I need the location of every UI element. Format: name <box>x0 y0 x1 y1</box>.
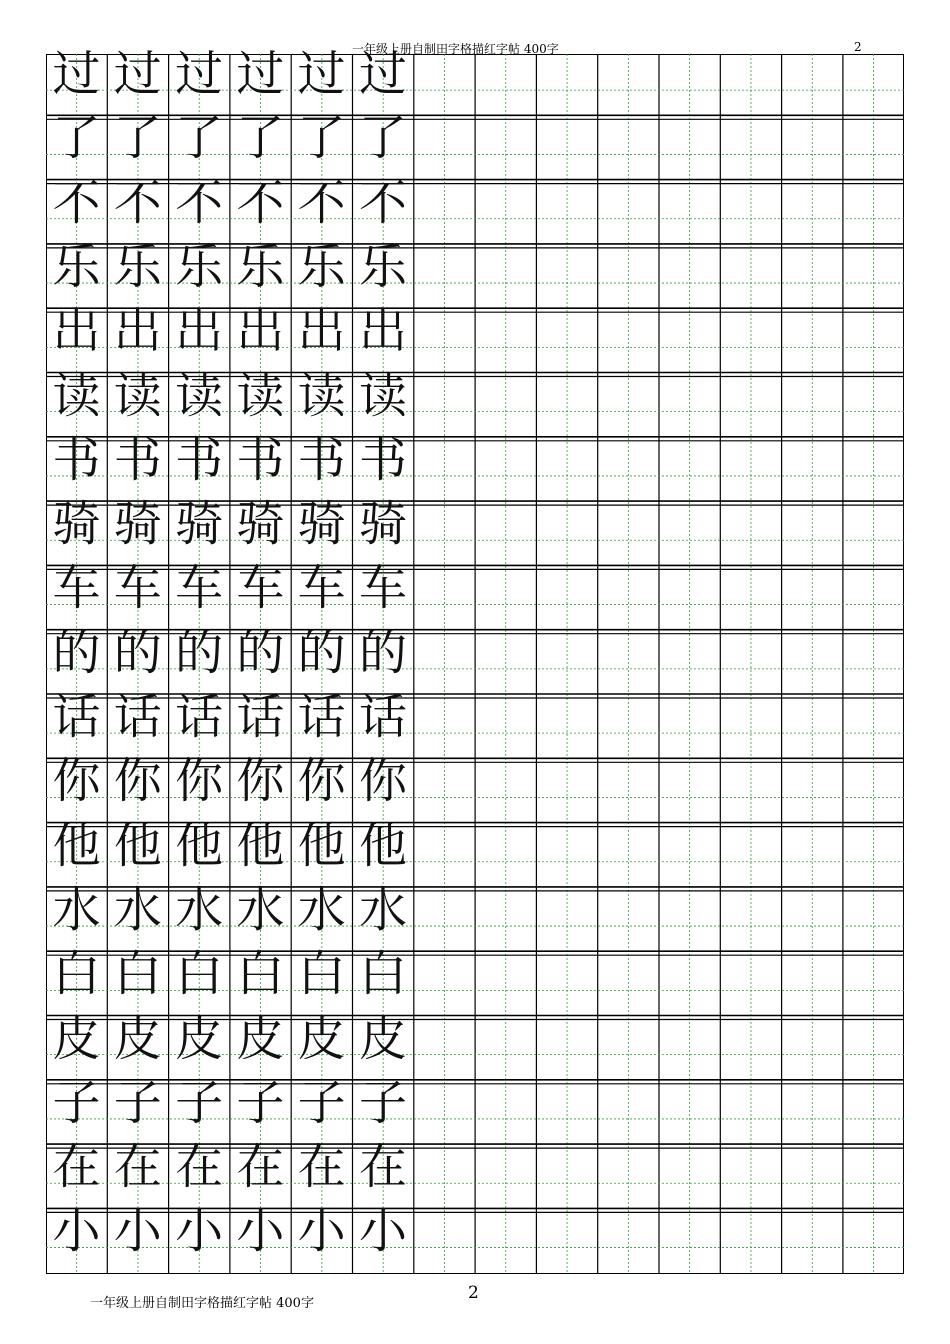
trace-character: 了 <box>52 110 101 167</box>
trace-character: 你 <box>297 753 346 810</box>
trace-character: 子 <box>113 1074 162 1131</box>
trace-character: 车 <box>236 560 285 617</box>
trace-character: 的 <box>358 624 407 681</box>
trace-character: 子 <box>297 1074 346 1131</box>
trace-character: 水 <box>297 881 346 938</box>
practice-writing-area[interactable] <box>414 311 904 375</box>
trace-character: 骑 <box>175 496 224 553</box>
header-page-number: 2 <box>854 40 862 54</box>
trace-character: 小 <box>113 1203 162 1260</box>
trace-character: 你 <box>52 753 101 810</box>
trace-character: 白 <box>113 946 162 1003</box>
trace-character: 书 <box>113 431 162 488</box>
trace-character: 不 <box>52 174 101 231</box>
trace-character: 在 <box>297 1139 346 1196</box>
practice-writing-area[interactable] <box>414 183 904 247</box>
trace-character: 的 <box>175 624 224 681</box>
trace-character: 车 <box>113 560 162 617</box>
trace-character: 白 <box>236 946 285 1003</box>
trace-character: 读 <box>175 367 224 424</box>
trace-character: 书 <box>236 431 285 488</box>
trace-character: 话 <box>52 689 101 745</box>
practice-writing-area[interactable] <box>414 376 904 440</box>
trace-character: 水 <box>358 881 407 938</box>
trace-character: 小 <box>297 1203 346 1260</box>
trace-character: 他 <box>236 817 285 874</box>
trace-character: 书 <box>358 431 407 488</box>
trace-character: 书 <box>175 431 224 488</box>
trace-character: 了 <box>113 110 162 167</box>
trace-character: 骑 <box>52 496 101 553</box>
practice-writing-area[interactable] <box>414 697 904 761</box>
trace-character: 皮 <box>52 1010 101 1067</box>
trace-character: 骑 <box>113 496 162 553</box>
trace-character: 了 <box>236 110 285 167</box>
trace-character: 出 <box>113 303 162 360</box>
trace-character: 话 <box>113 689 162 745</box>
trace-character: 出 <box>358 303 407 360</box>
trace-character: 不 <box>236 174 285 231</box>
trace-character: 你 <box>236 753 285 810</box>
practice-writing-area[interactable] <box>414 1211 904 1275</box>
practice-writing-area[interactable] <box>414 118 904 182</box>
trace-character: 不 <box>113 174 162 231</box>
trace-character: 话 <box>175 689 224 745</box>
trace-character: 小 <box>358 1203 407 1260</box>
practice-writing-area[interactable] <box>414 761 904 825</box>
trace-character: 皮 <box>175 1010 224 1067</box>
trace-character: 车 <box>52 560 101 617</box>
trace-character: 小 <box>175 1203 224 1260</box>
trace-character: 小 <box>236 1203 285 1260</box>
trace-character: 他 <box>297 817 346 874</box>
trace-character: 子 <box>358 1074 407 1131</box>
trace-character: 的 <box>113 624 162 681</box>
trace-character: 的 <box>236 624 285 681</box>
practice-writing-area[interactable] <box>414 954 904 1018</box>
practice-writing-area[interactable] <box>414 54 904 118</box>
trace-character: 乐 <box>236 238 285 295</box>
footer-page-number: 2 <box>468 1283 479 1303</box>
trace-character: 在 <box>358 1139 407 1196</box>
trace-character: 水 <box>52 881 101 938</box>
character-row <box>46 1203 904 1275</box>
trace-character: 过 <box>358 46 407 102</box>
trace-character: 书 <box>52 431 101 488</box>
trace-character: 乐 <box>358 238 407 295</box>
trace-character: 的 <box>52 624 101 681</box>
trace-character: 不 <box>297 174 346 231</box>
trace-character: 过 <box>113 46 162 102</box>
practice-writing-area[interactable] <box>414 568 904 632</box>
trace-character: 你 <box>358 753 407 810</box>
trace-character: 白 <box>52 946 101 1003</box>
trace-character: 他 <box>52 817 101 874</box>
trace-character: 过 <box>297 46 346 102</box>
trace-character: 白 <box>175 946 224 1003</box>
practice-writing-area[interactable] <box>414 504 904 568</box>
trace-character: 水 <box>236 881 285 938</box>
trace-character: 水 <box>175 881 224 938</box>
practice-writing-area[interactable] <box>414 1019 904 1083</box>
practice-writing-area[interactable] <box>414 440 904 504</box>
trace-character: 了 <box>297 110 346 167</box>
trace-character: 小 <box>52 1203 101 1260</box>
trace-character: 子 <box>175 1074 224 1131</box>
trace-character: 子 <box>236 1074 285 1131</box>
trace-character: 读 <box>52 367 101 424</box>
trace-character: 出 <box>52 303 101 360</box>
trace-character: 白 <box>297 946 346 1003</box>
trace-character: 在 <box>175 1139 224 1196</box>
trace-character: 不 <box>358 174 407 231</box>
trace-character: 你 <box>113 753 162 810</box>
trace-character: 子 <box>52 1074 101 1131</box>
trace-character: 在 <box>52 1139 101 1196</box>
trace-character: 的 <box>297 624 346 681</box>
trace-character: 乐 <box>175 238 224 295</box>
trace-character: 水 <box>113 881 162 938</box>
trace-character: 皮 <box>297 1010 346 1067</box>
footer-title: 一年级上册自制田字格描红字帖 400字 <box>90 1296 314 1311</box>
trace-character: 你 <box>175 753 224 810</box>
trace-character: 皮 <box>358 1010 407 1067</box>
trace-character: 骑 <box>297 496 346 553</box>
trace-character: 话 <box>297 689 346 745</box>
practice-writing-area[interactable] <box>414 1147 904 1211</box>
trace-character: 他 <box>113 817 162 874</box>
trace-character: 不 <box>175 174 224 231</box>
trace-character: 他 <box>358 817 407 874</box>
trace-character: 在 <box>236 1139 285 1196</box>
trace-character: 出 <box>297 303 346 360</box>
trace-character: 了 <box>175 110 224 167</box>
trace-character: 骑 <box>236 496 285 553</box>
practice-writing-area[interactable] <box>414 633 904 697</box>
practice-writing-area[interactable] <box>414 890 904 954</box>
trace-character: 出 <box>175 303 224 360</box>
trace-character: 读 <box>297 367 346 424</box>
trace-character: 骑 <box>358 496 407 553</box>
trace-character: 读 <box>113 367 162 424</box>
trace-character: 车 <box>175 560 224 617</box>
practice-writing-area[interactable] <box>414 826 904 890</box>
practice-writing-area[interactable] <box>414 1083 904 1147</box>
trace-character: 了 <box>358 110 407 167</box>
trace-character: 书 <box>297 431 346 488</box>
trace-character: 车 <box>297 560 346 617</box>
trace-character: 车 <box>358 560 407 617</box>
trace-character: 乐 <box>52 238 101 295</box>
trace-character: 过 <box>52 46 101 102</box>
trace-character: 读 <box>236 367 285 424</box>
trace-character: 在 <box>113 1139 162 1196</box>
trace-character: 过 <box>175 46 224 102</box>
trace-character: 皮 <box>236 1010 285 1067</box>
trace-character: 过 <box>236 46 285 102</box>
trace-character: 他 <box>175 817 224 874</box>
trace-character: 话 <box>358 689 407 745</box>
trace-character: 乐 <box>113 238 162 295</box>
trace-character: 乐 <box>297 238 346 295</box>
header-title: 一年级上册自制田字格描红字帖 400字 <box>352 42 559 56</box>
trace-character: 话 <box>236 689 285 745</box>
practice-writing-area[interactable] <box>414 247 904 311</box>
trace-character: 读 <box>358 367 407 424</box>
trace-character: 出 <box>236 303 285 360</box>
trace-character: 白 <box>358 946 407 1003</box>
trace-character: 皮 <box>113 1010 162 1067</box>
